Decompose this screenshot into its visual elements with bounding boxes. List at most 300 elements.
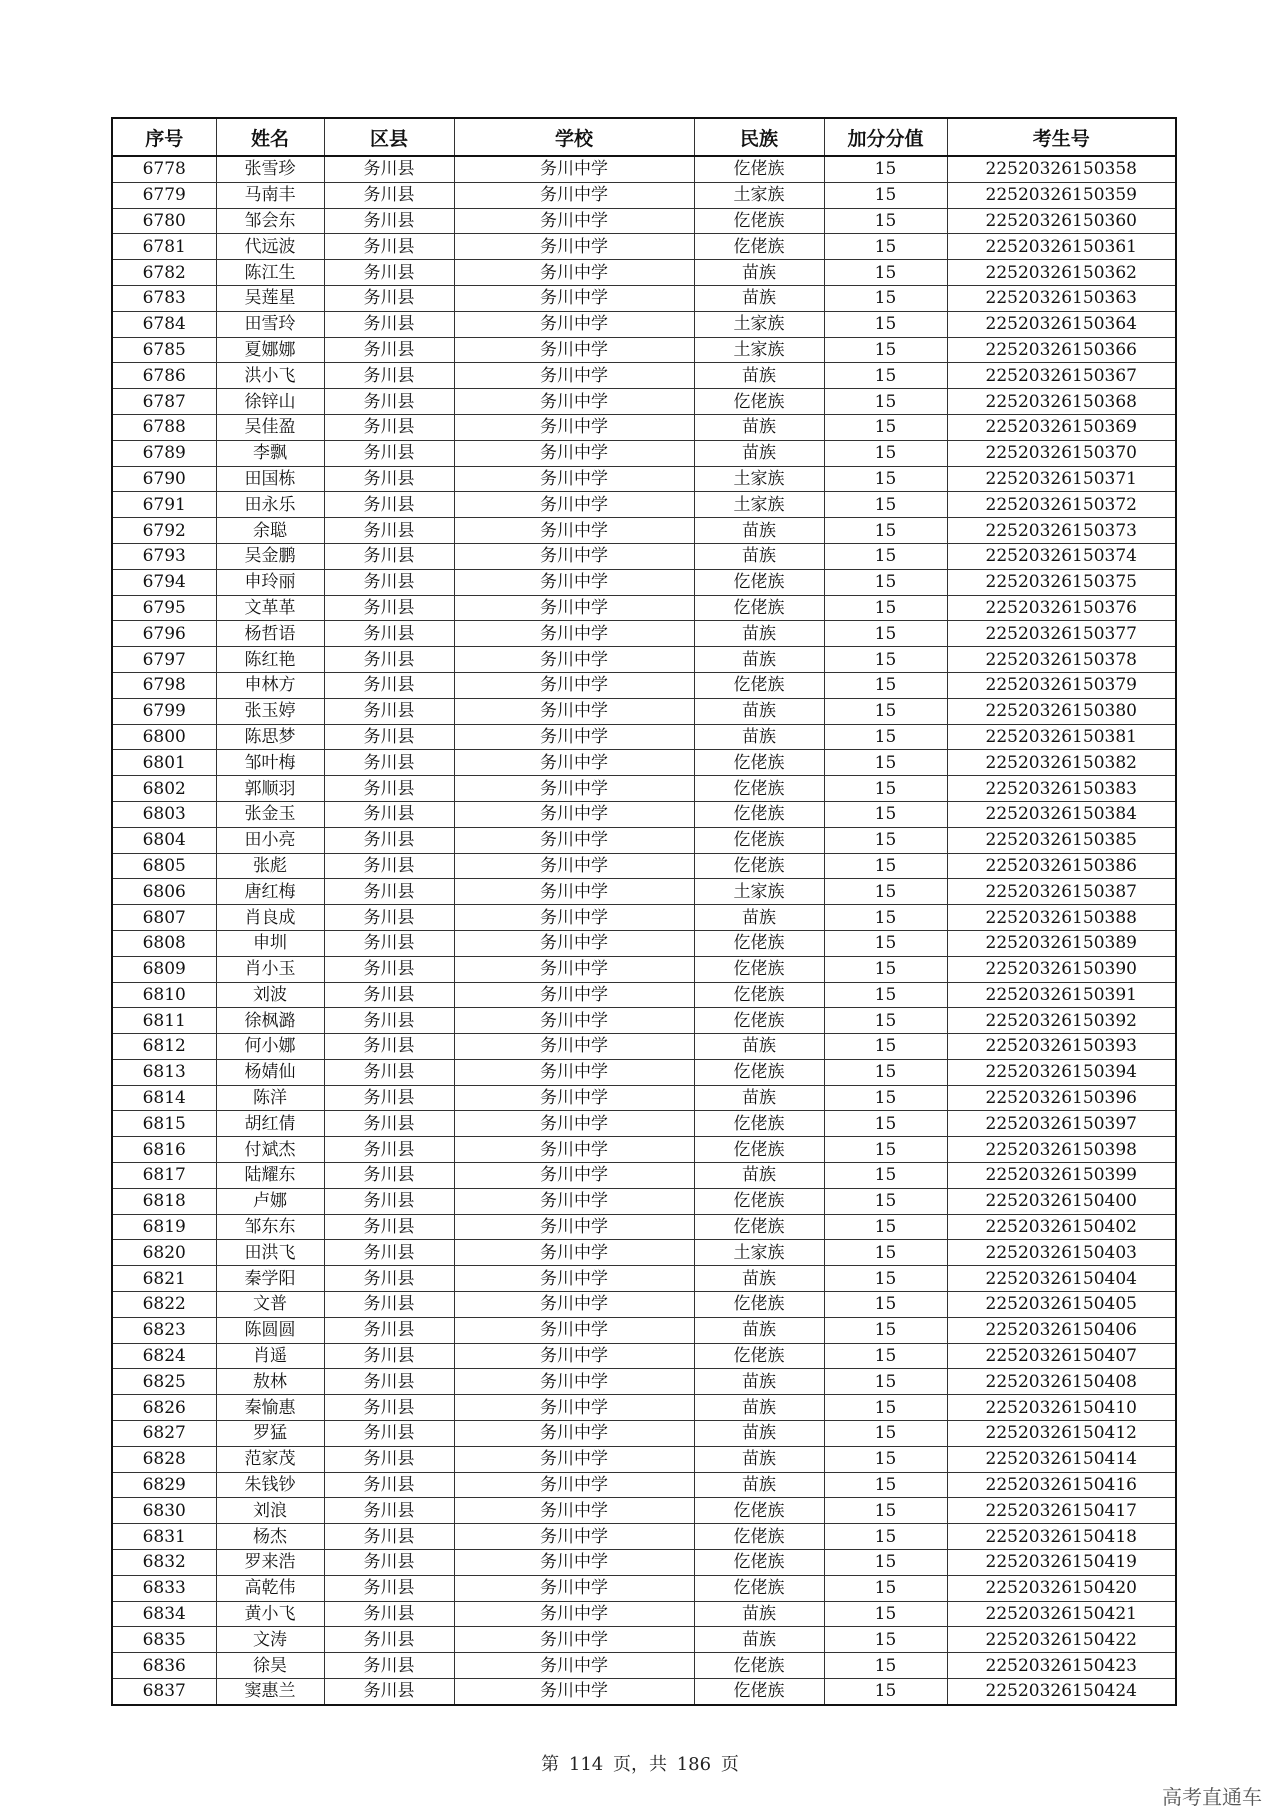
cell-bonus-points: 15: [824, 1524, 947, 1550]
cell-ethnicity: 仡佬族: [694, 1498, 824, 1524]
cell-index: 6814: [112, 1085, 216, 1111]
cell-ethnicity: 苗族: [694, 1421, 824, 1447]
table-row: [112, 1472, 1176, 1498]
cell-bonus-points: 15: [824, 750, 947, 776]
cell-index: 6835: [112, 1627, 216, 1653]
cell-county: 务川县: [324, 1575, 454, 1601]
cell-name: 代远波: [216, 234, 324, 260]
table-row: [112, 621, 1176, 647]
table-row: [112, 492, 1176, 518]
cell-exam-number: 22520326150417: [947, 1498, 1176, 1524]
cell-name: 张雪珍: [216, 156, 324, 182]
cell-bonus-points: 15: [824, 776, 947, 802]
table-row: [112, 1214, 1176, 1240]
cell-county: 务川县: [324, 776, 454, 802]
table-row: [112, 1111, 1176, 1137]
cell-index: 6831: [112, 1524, 216, 1550]
cell-bonus-points: 15: [824, 1627, 947, 1653]
cell-exam-number: 22520326150400: [947, 1188, 1176, 1214]
table-row: [112, 311, 1176, 337]
table-row: [112, 543, 1176, 569]
cell-bonus-points: 15: [824, 182, 947, 208]
table-row: [112, 801, 1176, 827]
cell-bonus-points: 15: [824, 1679, 947, 1705]
cell-ethnicity: 土家族: [694, 466, 824, 492]
cell-ethnicity: 苗族: [694, 414, 824, 440]
cell-name: 田雪玲: [216, 311, 324, 337]
cell-ethnicity: 仡佬族: [694, 801, 824, 827]
cell-index: 6825: [112, 1369, 216, 1395]
cell-exam-number: 22520326150396: [947, 1085, 1176, 1111]
cell-school: 务川中学: [454, 1137, 694, 1163]
cell-ethnicity: 仡佬族: [694, 1137, 824, 1163]
cell-name: 徐枫潞: [216, 1008, 324, 1034]
cell-ethnicity: 仡佬族: [694, 1524, 824, 1550]
cell-county: 务川县: [324, 182, 454, 208]
cell-name: 文涛: [216, 1627, 324, 1653]
cell-index: 6808: [112, 930, 216, 956]
cell-exam-number: 22520326150370: [947, 440, 1176, 466]
table-row: [112, 260, 1176, 286]
cell-index: 6816: [112, 1137, 216, 1163]
cell-exam-number: 22520326150388: [947, 905, 1176, 931]
cell-exam-number: 22520326150394: [947, 1059, 1176, 1085]
cell-county: 务川县: [324, 543, 454, 569]
watermark-text: 高考直通车: [1162, 1785, 1262, 1809]
cell-bonus-points: 15: [824, 1601, 947, 1627]
cell-exam-number: 22520326150424: [947, 1679, 1176, 1705]
cell-exam-number: 22520326150422: [947, 1627, 1176, 1653]
table-row: [112, 905, 1176, 931]
cell-name: 徐昊: [216, 1653, 324, 1679]
table-row: [112, 1498, 1176, 1524]
cell-bonus-points: 15: [824, 363, 947, 389]
table-row: [112, 1008, 1176, 1034]
cell-index: 6800: [112, 724, 216, 750]
table-row: [112, 750, 1176, 776]
cell-school: 务川中学: [454, 1575, 694, 1601]
cell-ethnicity: 仡佬族: [694, 776, 824, 802]
cell-ethnicity: 苗族: [694, 647, 824, 673]
cell-county: 务川县: [324, 1446, 454, 1472]
cell-county: 务川县: [324, 1214, 454, 1240]
cell-bonus-points: 15: [824, 260, 947, 286]
cell-ethnicity: 土家族: [694, 492, 824, 518]
cell-ethnicity: 仡佬族: [694, 982, 824, 1008]
cell-county: 务川县: [324, 208, 454, 234]
cell-school: 务川中学: [454, 879, 694, 905]
cell-name: 肖小玉: [216, 956, 324, 982]
cell-ethnicity: 仡佬族: [694, 1292, 824, 1318]
cell-county: 务川县: [324, 1034, 454, 1060]
cell-county: 务川县: [324, 879, 454, 905]
table-row: [112, 389, 1176, 415]
cell-exam-number: 22520326150367: [947, 363, 1176, 389]
cell-ethnicity: 仡佬族: [694, 672, 824, 698]
cell-county: 务川县: [324, 750, 454, 776]
table-row: [112, 672, 1176, 698]
cell-index: 6823: [112, 1317, 216, 1343]
cell-name: 田国栋: [216, 466, 324, 492]
cell-exam-number: 22520326150378: [947, 647, 1176, 673]
cell-bonus-points: 15: [824, 1550, 947, 1576]
cell-exam-number: 22520326150376: [947, 595, 1176, 621]
cell-name: 杨婧仙: [216, 1059, 324, 1085]
cell-index: 6829: [112, 1472, 216, 1498]
cell-index: 6827: [112, 1421, 216, 1447]
cell-bonus-points: 15: [824, 518, 947, 544]
cell-name: 秦学阳: [216, 1266, 324, 1292]
cell-index: 6784: [112, 311, 216, 337]
cell-school: 务川中学: [454, 724, 694, 750]
table-row: [112, 414, 1176, 440]
cell-ethnicity: 苗族: [694, 1601, 824, 1627]
cell-bonus-points: 15: [824, 1369, 947, 1395]
cell-ethnicity: 仡佬族: [694, 853, 824, 879]
cell-school: 务川中学: [454, 1627, 694, 1653]
cell-school: 务川中学: [454, 518, 694, 544]
cell-name: 徐锌山: [216, 389, 324, 415]
cell-exam-number: 22520326150371: [947, 466, 1176, 492]
cell-school: 务川中学: [454, 1008, 694, 1034]
table-row: [112, 1395, 1176, 1421]
cell-ethnicity: 苗族: [694, 1627, 824, 1653]
cell-name: 肖良成: [216, 905, 324, 931]
cell-exam-number: 22520326150419: [947, 1550, 1176, 1576]
table-row: [112, 595, 1176, 621]
cell-name: 杨哲语: [216, 621, 324, 647]
cell-exam-number: 22520326150386: [947, 853, 1176, 879]
cell-ethnicity: 仡佬族: [694, 1214, 824, 1240]
cell-ethnicity: 仡佬族: [694, 595, 824, 621]
cell-bonus-points: 15: [824, 1059, 947, 1085]
cell-exam-number: 22520326150359: [947, 182, 1176, 208]
table-row: [112, 337, 1176, 363]
cell-ethnicity: 仡佬族: [694, 389, 824, 415]
cell-school: 务川中学: [454, 621, 694, 647]
table-row: [112, 1627, 1176, 1653]
cell-name: 黄小飞: [216, 1601, 324, 1627]
cell-ethnicity: 苗族: [694, 621, 824, 647]
header-name: 姓名: [216, 118, 324, 156]
cell-county: 务川县: [324, 1679, 454, 1705]
cell-bonus-points: 15: [824, 414, 947, 440]
cell-index: 6803: [112, 801, 216, 827]
cell-index: 6811: [112, 1008, 216, 1034]
cell-name: 张玉婷: [216, 698, 324, 724]
cell-school: 务川中学: [454, 543, 694, 569]
cell-index: 6812: [112, 1034, 216, 1060]
cell-ethnicity: 仡佬族: [694, 1575, 824, 1601]
cell-name: 朱钱钞: [216, 1472, 324, 1498]
cell-county: 务川县: [324, 440, 454, 466]
cell-exam-number: 22520326150364: [947, 311, 1176, 337]
cell-ethnicity: 苗族: [694, 543, 824, 569]
cell-exam-number: 22520326150404: [947, 1266, 1176, 1292]
cell-index: 6786: [112, 363, 216, 389]
cell-name: 吴佳盈: [216, 414, 324, 440]
page-footer: [0, 1750, 1280, 1776]
table-row: [112, 208, 1176, 234]
table-body: [112, 156, 1176, 1705]
cell-ethnicity: 仡佬族: [694, 569, 824, 595]
cell-school: 务川中学: [454, 1421, 694, 1447]
cell-name: 申林方: [216, 672, 324, 698]
table-row: [112, 1266, 1176, 1292]
cell-bonus-points: 15: [824, 543, 947, 569]
cell-ethnicity: 苗族: [694, 518, 824, 544]
cell-school: 务川中学: [454, 853, 694, 879]
cell-index: 6793: [112, 543, 216, 569]
cell-exam-number: 22520326150408: [947, 1369, 1176, 1395]
table-row: [112, 1292, 1176, 1318]
cell-ethnicity: 苗族: [694, 698, 824, 724]
cell-index: 6805: [112, 853, 216, 879]
cell-school: 务川中学: [454, 1369, 694, 1395]
cell-school: 务川中学: [454, 1524, 694, 1550]
cell-index: 6798: [112, 672, 216, 698]
cell-ethnicity: 苗族: [694, 440, 824, 466]
cell-ethnicity: 苗族: [694, 1266, 824, 1292]
cell-school: 务川中学: [454, 1317, 694, 1343]
cell-bonus-points: 15: [824, 1085, 947, 1111]
table-row: [112, 1317, 1176, 1343]
cell-name: 付斌杰: [216, 1137, 324, 1163]
table-row: [112, 776, 1176, 802]
cell-name: 张金玉: [216, 801, 324, 827]
cell-index: 6795: [112, 595, 216, 621]
cell-ethnicity: 土家族: [694, 182, 824, 208]
table-row: [112, 956, 1176, 982]
cell-bonus-points: 15: [824, 595, 947, 621]
cell-bonus-points: 15: [824, 1317, 947, 1343]
cell-exam-number: 22520326150373: [947, 518, 1176, 544]
cell-school: 务川中学: [454, 440, 694, 466]
cell-exam-number: 22520326150420: [947, 1575, 1176, 1601]
cell-school: 务川中学: [454, 492, 694, 518]
cell-name: 刘波: [216, 982, 324, 1008]
cell-school: 务川中学: [454, 363, 694, 389]
cell-bonus-points: 15: [824, 492, 947, 518]
cell-bonus-points: 15: [824, 724, 947, 750]
cell-county: 务川县: [324, 1137, 454, 1163]
cell-index: 6807: [112, 905, 216, 931]
cell-ethnicity: 苗族: [694, 260, 824, 286]
cell-ethnicity: 仡佬族: [694, 1343, 824, 1369]
cell-school: 务川中学: [454, 1343, 694, 1369]
cell-index: 6815: [112, 1111, 216, 1137]
cell-index: 6801: [112, 750, 216, 776]
cell-county: 务川县: [324, 698, 454, 724]
page-mid: 页，共: [613, 1754, 667, 1775]
cell-school: 务川中学: [454, 1111, 694, 1137]
cell-school: 务川中学: [454, 1188, 694, 1214]
cell-county: 务川县: [324, 1421, 454, 1447]
cell-name: 田洪飞: [216, 1240, 324, 1266]
table-row: [112, 879, 1176, 905]
cell-name: 邹叶梅: [216, 750, 324, 776]
cell-county: 务川县: [324, 595, 454, 621]
cell-bonus-points: 15: [824, 621, 947, 647]
cell-county: 务川县: [324, 260, 454, 286]
total-pages: 186: [676, 1754, 712, 1775]
cell-index: 6813: [112, 1059, 216, 1085]
cell-bonus-points: 15: [824, 956, 947, 982]
cell-index: 6804: [112, 827, 216, 853]
cell-exam-number: 22520326150390: [947, 956, 1176, 982]
cell-name: 陈红艳: [216, 647, 324, 673]
cell-school: 务川中学: [454, 466, 694, 492]
header-ethnicity: 民族: [694, 118, 824, 156]
cell-school: 务川中学: [454, 260, 694, 286]
cell-name: 陈洋: [216, 1085, 324, 1111]
cell-school: 务川中学: [454, 234, 694, 260]
cell-name: 罗猛: [216, 1421, 324, 1447]
cell-exam-number: 22520326150412: [947, 1421, 1176, 1447]
cell-bonus-points: 15: [824, 234, 947, 260]
cell-name: 田永乐: [216, 492, 324, 518]
cell-bonus-points: 15: [824, 1111, 947, 1137]
cell-bonus-points: 15: [824, 1446, 947, 1472]
cell-index: 6785: [112, 337, 216, 363]
cell-index: 6824: [112, 1343, 216, 1369]
cell-ethnicity: 仡佬族: [694, 208, 824, 234]
cell-index: 6792: [112, 518, 216, 544]
cell-ethnicity: 仡佬族: [694, 1550, 824, 1576]
cell-exam-number: 22520326150414: [947, 1446, 1176, 1472]
cell-exam-number: 22520326150407: [947, 1343, 1176, 1369]
cell-index: 6797: [112, 647, 216, 673]
cell-ethnicity: 土家族: [694, 337, 824, 363]
cell-exam-number: 22520326150381: [947, 724, 1176, 750]
cell-bonus-points: 15: [824, 905, 947, 931]
cell-ethnicity: 仡佬族: [694, 930, 824, 956]
cell-ethnicity: 苗族: [694, 1034, 824, 1060]
cell-bonus-points: 15: [824, 1653, 947, 1679]
cell-ethnicity: 苗族: [694, 1472, 824, 1498]
cell-county: 务川县: [324, 1240, 454, 1266]
cell-ethnicity: 仡佬族: [694, 1653, 824, 1679]
cell-bonus-points: 15: [824, 879, 947, 905]
cell-county: 务川县: [324, 930, 454, 956]
cell-name: 何小娜: [216, 1034, 324, 1060]
cell-bonus-points: 15: [824, 337, 947, 363]
cell-county: 务川县: [324, 285, 454, 311]
cell-name: 申玲丽: [216, 569, 324, 595]
cell-county: 务川县: [324, 1292, 454, 1318]
cell-bonus-points: 15: [824, 801, 947, 827]
cell-exam-number: 22520326150421: [947, 1601, 1176, 1627]
cell-county: 务川县: [324, 1059, 454, 1085]
cell-ethnicity: 苗族: [694, 1395, 824, 1421]
cell-exam-number: 22520326150377: [947, 621, 1176, 647]
cell-bonus-points: 15: [824, 1498, 947, 1524]
cell-county: 务川县: [324, 1498, 454, 1524]
table-row: [112, 466, 1176, 492]
cell-exam-number: 22520326150406: [947, 1317, 1176, 1343]
cell-school: 务川中学: [454, 1059, 694, 1085]
table-row: [112, 1550, 1176, 1576]
cell-name: 邹会东: [216, 208, 324, 234]
cell-index: 6799: [112, 698, 216, 724]
cell-exam-number: 22520326150389: [947, 930, 1176, 956]
table-row: [112, 363, 1176, 389]
cell-exam-number: 22520326150379: [947, 672, 1176, 698]
cell-bonus-points: 15: [824, 311, 947, 337]
cell-name: 陆耀东: [216, 1163, 324, 1189]
cell-county: 务川县: [324, 337, 454, 363]
cell-bonus-points: 15: [824, 1395, 947, 1421]
cell-county: 务川县: [324, 363, 454, 389]
table-row: [112, 1343, 1176, 1369]
cell-exam-number: 22520326150384: [947, 801, 1176, 827]
table-row: [112, 698, 1176, 724]
table-row: [112, 1085, 1176, 1111]
cell-name: 文革革: [216, 595, 324, 621]
cell-index: 6810: [112, 982, 216, 1008]
cell-bonus-points: 15: [824, 389, 947, 415]
table-row: [112, 827, 1176, 853]
cell-name: 余聪: [216, 518, 324, 544]
header-county: 区县: [324, 118, 454, 156]
cell-name: 唐红梅: [216, 879, 324, 905]
page-number: 114: [568, 1754, 604, 1775]
cell-school: 务川中学: [454, 905, 694, 931]
cell-ethnicity: 土家族: [694, 879, 824, 905]
cell-bonus-points: 15: [824, 1137, 947, 1163]
cell-exam-number: 22520326150385: [947, 827, 1176, 853]
cell-school: 务川中学: [454, 1292, 694, 1318]
cell-school: 务川中学: [454, 1550, 694, 1576]
cell-bonus-points: 15: [824, 1292, 947, 1318]
table-row: [112, 1524, 1176, 1550]
cell-ethnicity: 苗族: [694, 905, 824, 931]
cell-name: 郭顺羽: [216, 776, 324, 802]
cell-county: 务川县: [324, 569, 454, 595]
cell-index: 6819: [112, 1214, 216, 1240]
cell-index: 6818: [112, 1188, 216, 1214]
cell-school: 务川中学: [454, 1679, 694, 1705]
cell-exam-number: 22520326150397: [947, 1111, 1176, 1137]
cell-bonus-points: 15: [824, 647, 947, 673]
cell-index: 6790: [112, 466, 216, 492]
cell-school: 务川中学: [454, 647, 694, 673]
cell-county: 务川县: [324, 853, 454, 879]
cell-bonus-points: 15: [824, 930, 947, 956]
cell-school: 务川中学: [454, 1085, 694, 1111]
cell-school: 务川中学: [454, 827, 694, 853]
cell-index: 6828: [112, 1446, 216, 1472]
cell-name: 邹东东: [216, 1214, 324, 1240]
cell-ethnicity: 苗族: [694, 1446, 824, 1472]
cell-ethnicity: 仡佬族: [694, 827, 824, 853]
cell-name: 李飘: [216, 440, 324, 466]
cell-school: 务川中学: [454, 182, 694, 208]
table-row: [112, 569, 1176, 595]
cell-bonus-points: 15: [824, 827, 947, 853]
cell-ethnicity: 仡佬族: [694, 234, 824, 260]
page-suffix: 页: [720, 1754, 739, 1775]
cell-exam-number: 22520326150403: [947, 1240, 1176, 1266]
cell-county: 务川县: [324, 956, 454, 982]
cell-bonus-points: 15: [824, 1034, 947, 1060]
cell-name: 陈圆圆: [216, 1317, 324, 1343]
cell-index: 6782: [112, 260, 216, 286]
cell-index: 6820: [112, 1240, 216, 1266]
cell-index: 6778: [112, 156, 216, 182]
header-index: 序号: [112, 118, 216, 156]
cell-ethnicity: 苗族: [694, 1369, 824, 1395]
